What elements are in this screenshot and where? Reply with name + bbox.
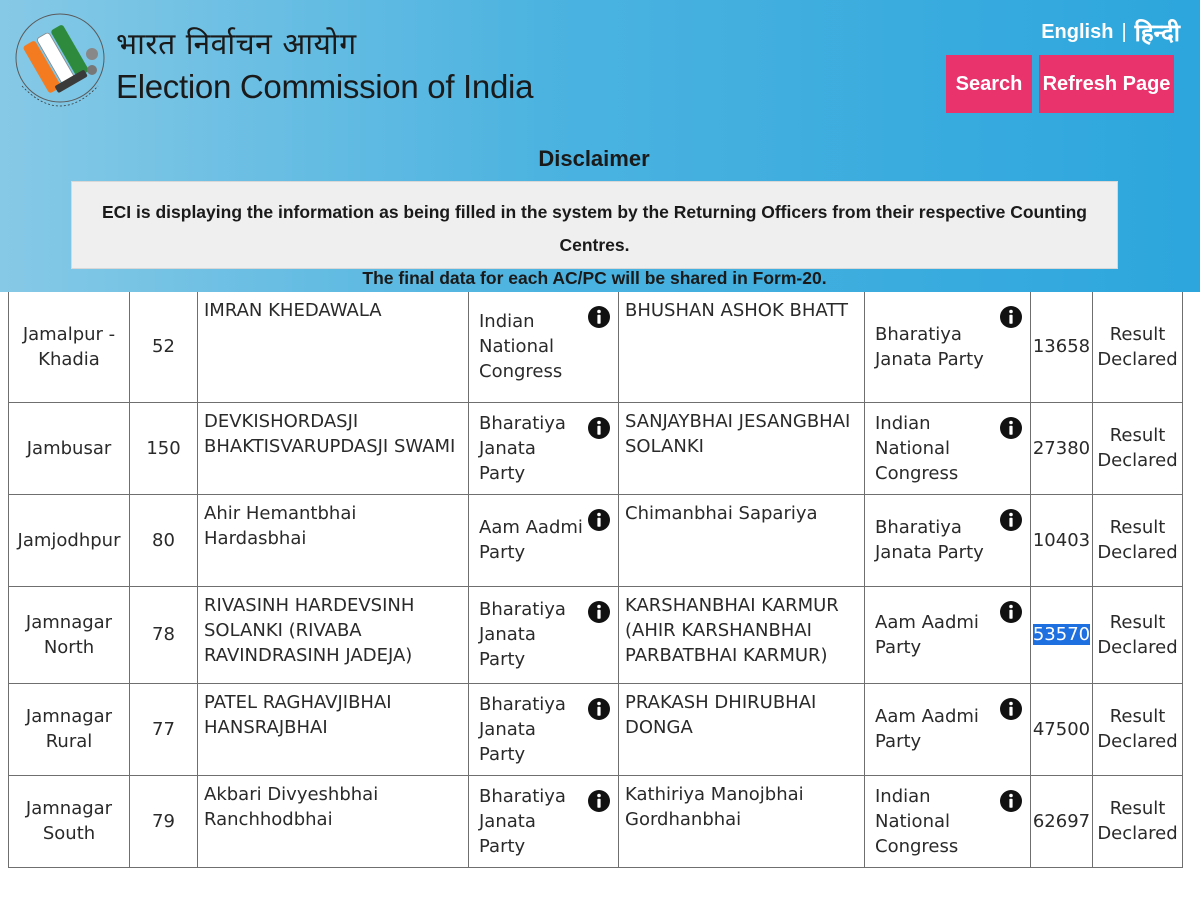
leading-candidate-cell: DEVKISHORDASJI BHAKTISVARUPDASJI SWAMI [198, 402, 469, 494]
margin-value: 13658 [1032, 336, 1091, 358]
leading-candidate-cell: Akbari Divyeshbhai Ranchhodbhai [198, 775, 469, 867]
trailing-party-cell [865, 402, 1031, 494]
margin-cell [1031, 494, 1093, 586]
site-title-english: Election Commission of India [116, 68, 534, 105]
site-title-hindi: भारत निर्वाचन आयोग [116, 27, 357, 62]
page-header [0, 0, 1200, 292]
margin-cell [1031, 402, 1093, 494]
trailing-party-name: Aam Aadmi Party [875, 611, 979, 658]
info-icon[interactable] [588, 417, 610, 439]
info-icon[interactable] [588, 601, 610, 623]
info-icon[interactable] [1000, 509, 1022, 531]
info-icon[interactable] [1000, 306, 1022, 328]
leading-party-name: Bharatiya Janata Party [479, 599, 566, 670]
leading-party-name: Bharatiya Janata Party [479, 785, 566, 857]
constituency-number-cell: 150 [130, 402, 198, 494]
margin-value: 47500 [1032, 718, 1091, 740]
leading-party-cell [469, 494, 619, 586]
margin-cell [1031, 683, 1093, 775]
leading-candidate-cell: IMRAN KHEDAWALA [198, 292, 469, 402]
trailing-party-name: Bharatiya Janata Party [875, 517, 984, 563]
margin-cell [1031, 292, 1093, 402]
constituency-cell[interactable]: Jambusar [9, 402, 130, 494]
info-icon[interactable] [588, 790, 610, 812]
trailing-party-cell [865, 683, 1031, 775]
refresh-page-button[interactable]: Refresh Page [1039, 55, 1174, 113]
trailing-candidate-cell: SANJAYBHAI JESANGBHAI SOLANKI [619, 402, 865, 494]
disclaimer-title: Disclaimer [538, 146, 650, 171]
info-icon[interactable] [588, 698, 610, 720]
info-icon[interactable] [1000, 601, 1022, 623]
trailing-party-name: Aam Aadmi Party [875, 706, 979, 752]
leading-candidate-cell: Ahir Hemantbhai Hardasbhai [198, 494, 469, 586]
leading-party-name: Indian National Congress [479, 311, 563, 383]
trailing-candidate-cell: Chimanbhai Sapariya [619, 494, 865, 586]
lang-english-link[interactable]: English [1041, 21, 1114, 43]
status-cell: Result Declared [1093, 292, 1183, 402]
disclaimer-line-2: The final data for each AC/PC will be shared in Form-20. [362, 268, 827, 288]
table-row [9, 494, 1183, 586]
table-row [9, 683, 1183, 775]
disclaimer-box [71, 181, 1118, 288]
constituency-cell[interactable]: Jamjodhpur [9, 494, 130, 586]
trailing-party-name: Bharatiya Janata Party [875, 323, 984, 370]
status-cell: Result Declared [1093, 586, 1183, 683]
constituency-number-cell: 79 [130, 775, 198, 867]
constituency-number-cell: 78 [130, 586, 198, 683]
margin-cell [1031, 586, 1093, 683]
constituency-cell[interactable]: Jamnagar South [9, 775, 130, 867]
results-table-container [8, 292, 1182, 868]
leading-party-cell [469, 683, 619, 775]
constituency-cell[interactable]: Jamnagar Rural [9, 683, 130, 775]
trailing-candidate-cell: KARSHANBHAI KARMUR (AHIR KARSHANBHAI PARBATBHAI KARMUR) [619, 586, 865, 683]
margin-value: 53570 [1032, 624, 1091, 645]
leading-party-name: Bharatiya Janata Party [479, 693, 566, 765]
trailing-party-cell [865, 775, 1031, 867]
constituency-number-cell: 52 [130, 292, 198, 402]
leading-party-cell [469, 402, 619, 494]
margin-value: 27380 [1032, 437, 1091, 459]
constituency-cell[interactable]: Jamnagar North [9, 586, 130, 683]
info-icon[interactable] [1000, 417, 1022, 439]
trailing-candidate-cell: BHUSHAN ASHOK BHATT [619, 292, 865, 402]
table-row [9, 402, 1183, 494]
margin-value: 10403 [1032, 529, 1091, 551]
eci-logo-icon [12, 8, 108, 126]
trailing-party-cell [865, 586, 1031, 683]
constituency-number-cell: 80 [130, 494, 198, 586]
leading-party-name: Bharatiya Janata Party [479, 412, 566, 484]
trailing-party-name: Indian National Congress [875, 412, 959, 484]
status-cell: Result Declared [1093, 683, 1183, 775]
status-cell: Result Declared [1093, 494, 1183, 586]
trailing-party-cell [865, 494, 1031, 586]
leading-party-cell [469, 586, 619, 683]
status-cell: Result Declared [1093, 402, 1183, 494]
status-cell: Result Declared [1093, 775, 1183, 867]
trailing-party-name: Indian National Congress [875, 785, 959, 857]
trailing-party-cell [865, 292, 1031, 402]
leading-party-cell [469, 292, 619, 402]
margin-value: 62697 [1032, 810, 1091, 832]
trailing-candidate-cell: Kathiriya Manojbhai Gordhanbhai [619, 775, 865, 867]
search-button[interactable]: Search [946, 55, 1032, 113]
leading-party-cell [469, 775, 619, 867]
disclaimer-line-1: ECI is displaying the information as being filled in the system by the Returning Officers from their respective Counting Centres. [101, 202, 1088, 255]
info-icon[interactable] [588, 306, 610, 328]
table-row [9, 292, 1183, 402]
leading-party-name: Aam Aadmi Party [479, 517, 583, 563]
results-table [8, 292, 1183, 868]
info-icon[interactable] [588, 509, 610, 531]
margin-cell [1031, 775, 1093, 867]
table-row [9, 586, 1183, 683]
constituency-cell[interactable]: Jamalpur - Khadia [9, 292, 130, 402]
leading-candidate-cell: PATEL RAGHAVJIBHAI HANSRAJBHAI [198, 683, 469, 775]
leading-candidate-cell: RIVASINH HARDEVSINH SOLANKI (RIVABA RAVINDRASINH JADEJA) [198, 586, 469, 683]
table-row [9, 775, 1183, 867]
language-switcher [1041, 16, 1180, 49]
trailing-candidate-cell: PRAKASH DHIRUBHAI DONGA [619, 683, 865, 775]
info-icon[interactable] [1000, 790, 1022, 812]
lang-separator: | [1121, 21, 1127, 43]
constituency-number-cell: 77 [130, 683, 198, 775]
lang-hindi-link[interactable]: हिन्दी [1134, 19, 1180, 47]
info-icon[interactable] [1000, 698, 1022, 720]
